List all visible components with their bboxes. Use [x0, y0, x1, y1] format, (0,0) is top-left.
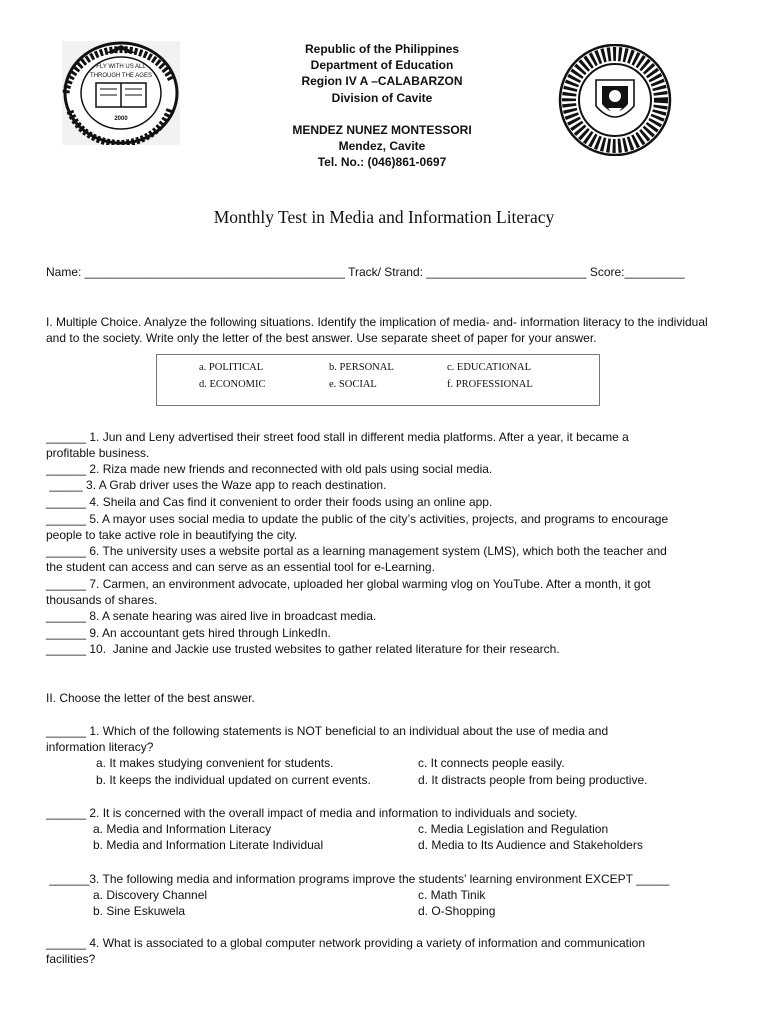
header-line: Region IV A –CALABARZON [301, 74, 463, 89]
answer-option: a. Discovery Channel [93, 888, 208, 902]
question-line: information literacy? [46, 740, 154, 754]
answer-option: b. Media and Information Literate Individual [93, 838, 324, 852]
school-name: MENDEZ NUNEZ MONTESSORI [292, 122, 472, 137]
question-line: ______ 4. Sheila and Cas find it convenient to order their foods using an online app. [46, 495, 493, 509]
choice-item: b. PERSONAL [329, 362, 394, 373]
choice-item: f. PROFESSIONAL [447, 379, 533, 390]
question-line: ______ 7. Carmen, an environment advocate, uploaded her global warming vlog on YouTube. After a month, it got [46, 577, 651, 591]
header-line: Division of Cavite [331, 90, 433, 105]
svg-text:THROUGH THE AGES: THROUGH THE AGES [90, 73, 152, 79]
question-line: people to take active role in beautifying the city. [46, 528, 298, 542]
name-track-score-line: Name: _______________________________________ Track/ Strand: ________________________ Score:_________ [46, 265, 685, 279]
answer-option: d. Media to Its Audience and Stakeholders [418, 838, 643, 852]
answer-option: b. It keeps the individual updated on current events. [96, 773, 371, 787]
question-line: profitable business. [46, 446, 150, 460]
question-line: ______ 4. What is associated to a global computer network providing a variety of information and communication [46, 936, 645, 950]
question-line: ______ 2. It is concerned with the overall impact of media and information to individuals and society. [46, 806, 578, 820]
question-line: ______ 1. Which of the following statements is NOT beneficial to an individual about the use of media and [46, 724, 609, 738]
answer-option: c. Math Tinik [418, 888, 486, 902]
answer-option: a. It makes studying convenient for students. [96, 756, 334, 770]
answer-option: c. It connects people easily. [418, 756, 565, 770]
question-line: ______ 6. The university uses a website portal as a learning management system (LMS), which both the teacher and [46, 544, 667, 558]
school-phone: Tel. No.: (046)861-0697 [317, 155, 447, 170]
question-line: thousands of shares. [46, 593, 158, 607]
header-line: Department of Education [310, 58, 454, 73]
answer-option: d. O-Shopping [418, 904, 496, 918]
deped-seal-logo [556, 44, 674, 156]
school-address: Mendez, Cavite [338, 139, 426, 154]
part2-instructions: II. Choose the letter of the best answer. [46, 691, 255, 705]
choice-item: c. EDUCATIONAL [447, 362, 531, 373]
choice-item: e. SOCIAL [329, 379, 377, 390]
answer-option: b. Sine Eskuwela [93, 904, 186, 918]
question-line: _____ 3. A Grab driver uses the Waze app to reach destination. [46, 478, 387, 492]
svg-text:2000: 2000 [114, 116, 128, 122]
svg-text:FLY WITH US ALL: FLY WITH US ALL [96, 64, 146, 70]
choice-item: d. ECONOMIC [199, 379, 266, 390]
part1-instructions: I. Multiple Choice. Analyze the following situations. Identify the implication of media- and- information literacy to the individual and to the society. Write only the letter of the best answer. Use separate sheet of paper for your answer. [46, 315, 708, 345]
answer-option: c. Media Legislation and Regulation [418, 822, 609, 836]
question-line: ______ 5. A mayor uses social media to update the public of the city’s activities, projects, and programs to encourage [46, 512, 669, 526]
answer-option: d. It distracts people from being productive. [418, 773, 648, 787]
choice-item: a. POLITICAL [199, 362, 264, 373]
question-line: ______ 8. A senate hearing was aired live in broadcast media. [46, 609, 377, 623]
answer-option: a. Media and Information Literacy [93, 822, 272, 836]
header-line: Republic of the Philippines [304, 42, 459, 56]
page-title: Monthly Test in Media and Information Literacy [213, 207, 555, 227]
question-line: ______ 1. Jun and Leny advertised their street food stall in different media platforms. After a year, it became a [46, 430, 629, 444]
document-header [230, 41, 534, 170]
question-line: ______ 2. Riza made new friends and reconnected with old pals using social media. [46, 462, 493, 476]
school-seal-logo [62, 41, 180, 145]
question-line: the student can access and can serve as an essential tool for e-Learning. [46, 560, 435, 574]
question-line: facilities? [46, 952, 96, 966]
question-line: ______3. The following media and information programs improve the students’ learning environment EXCEPT _____ [46, 872, 670, 886]
question-line: ______ 10. Janine and Jackie use trusted websites to gather related literature for their research. [46, 642, 560, 656]
choices-box [156, 354, 600, 406]
question-line: ______ 9. An accountant gets hired through LinkedIn. [46, 626, 331, 640]
